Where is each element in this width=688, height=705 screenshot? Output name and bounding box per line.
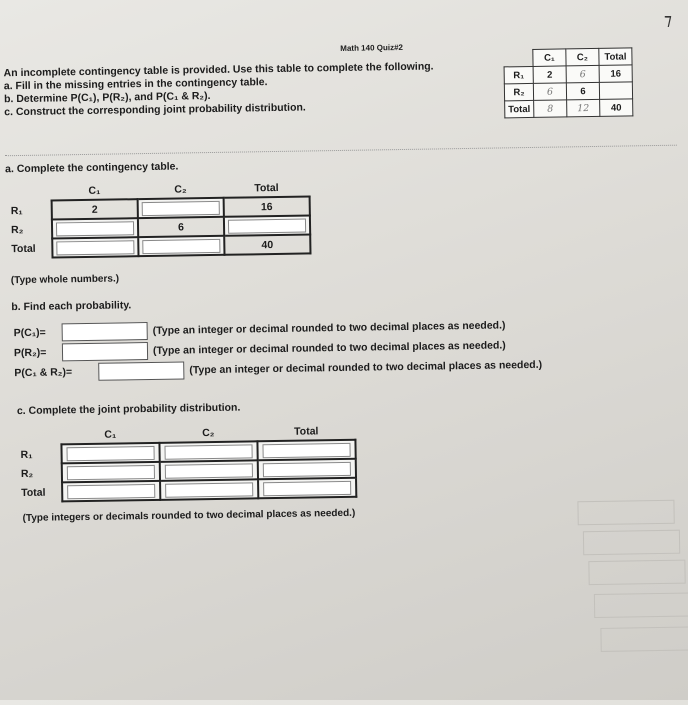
row-label-total: Total xyxy=(21,486,46,499)
col-header-c2: C₂ xyxy=(202,426,215,439)
cell-r1-c2-input[interactable] xyxy=(138,198,224,218)
prob-r2-input[interactable] xyxy=(62,342,148,361)
instruction-line: b. Determine P(C₁), P(R₂), and P(C₁ & R₂). xyxy=(3,90,211,106)
given-row-label: Total xyxy=(505,100,534,117)
given-header: Total xyxy=(599,48,632,66)
cell-total-c2-input[interactable] xyxy=(138,236,224,256)
given-row-label: R₂ xyxy=(504,83,533,100)
col-header-total: Total xyxy=(294,424,319,438)
handwritten-value: 6 xyxy=(579,68,586,80)
cell-grand-total: 40 xyxy=(224,234,310,254)
prob-hint: (Type an integer or decimal rounded to two decimal places as needed.) xyxy=(152,319,506,337)
row-label-r1: R₁ xyxy=(10,204,23,217)
show-through-box xyxy=(583,530,680,556)
part-c-heading: c. Complete the joint probability distribution. xyxy=(16,401,241,418)
show-through-box xyxy=(577,500,674,526)
instructions xyxy=(4,60,485,120)
show-through-box xyxy=(594,593,688,619)
instruction-line: An incomplete contingency table is provided. Use this table to complete the following. xyxy=(3,60,434,80)
part-b-heading: b. Find each probability. xyxy=(11,299,132,314)
prob-label: P(C₁)= xyxy=(13,326,46,340)
joint-r2-c1-input[interactable] xyxy=(62,462,160,483)
joint-r1-c2-input[interactable] xyxy=(159,441,257,462)
given-contingency-table xyxy=(503,47,633,118)
instruction-line: c. Construct the corresponding joint probability distribution. xyxy=(4,101,306,119)
prob-hint: (Type an integer or decimal rounded to two decimal places as needed.) xyxy=(189,358,543,377)
part-c-note: (Type integers or decimals rounded to two decimal places as needed.) xyxy=(22,507,356,525)
joint-total-c2-input[interactable] xyxy=(160,479,258,500)
handwritten-value: 6 xyxy=(546,86,554,98)
show-through-box xyxy=(588,560,685,586)
given-cell xyxy=(533,83,566,101)
col-header-c1: C₁ xyxy=(104,428,117,441)
part-b-items xyxy=(14,315,543,383)
col-header-c1: C₁ xyxy=(88,184,101,197)
given-cell: 40 xyxy=(600,99,633,117)
row-label-r2: R₂ xyxy=(10,223,24,236)
part-a-heading: a. Complete the contingency table. xyxy=(5,160,179,176)
joint-r2-c2-input[interactable] xyxy=(160,460,258,481)
prob-label: P(C₁ & R₂)= xyxy=(14,366,73,380)
handwritten-value: 8 xyxy=(547,103,554,115)
part-c-table xyxy=(19,422,357,503)
joint-grand-total-input[interactable] xyxy=(258,478,356,499)
given-cell xyxy=(534,100,567,118)
given-cell: 6 xyxy=(566,82,599,100)
cell-total-c1-input[interactable] xyxy=(52,237,138,257)
part-a-note: (Type whole numbers.) xyxy=(10,273,120,287)
given-header: C₁ xyxy=(533,49,566,67)
row-label-total: Total xyxy=(11,242,36,255)
cell-r2-total-input[interactable] xyxy=(224,215,310,235)
handwritten-value: 12 xyxy=(577,102,590,114)
page-mark-icon: ⁊ xyxy=(664,12,672,29)
cell-r1-c1: 2 xyxy=(52,199,138,219)
joint-r1-total-input[interactable] xyxy=(257,440,355,461)
prob-label: P(R₂)= xyxy=(13,346,47,360)
col-header-total: Total xyxy=(254,181,279,194)
prob-c1-and-r2-input[interactable] xyxy=(98,361,184,380)
given-cell: 2 xyxy=(533,66,566,84)
given-cell xyxy=(599,82,632,100)
prob-c1-input[interactable] xyxy=(62,322,148,341)
joint-total-c1-input[interactable] xyxy=(62,481,160,502)
given-row-label: R₁ xyxy=(504,66,533,83)
row-label-r1: R₁ xyxy=(20,448,33,461)
cell-r2-c1-input[interactable] xyxy=(52,218,138,238)
joint-r1-c1-input[interactable] xyxy=(61,443,159,464)
show-through-box xyxy=(600,626,688,652)
cell-r2-c2: 6 xyxy=(138,217,224,237)
col-header-c2: C₂ xyxy=(174,182,187,196)
divider xyxy=(5,145,677,157)
given-cell xyxy=(567,99,600,117)
given-cell xyxy=(566,65,599,83)
row-label-r2: R₂ xyxy=(20,467,34,480)
instruction-line: a. Fill in the missing entries in the contingency table. xyxy=(3,76,268,93)
prob-hint: (Type an integer or decimal rounded to two decimal places as needed.) xyxy=(152,339,506,357)
joint-r2-total-input[interactable] xyxy=(258,459,356,480)
given-header: C₂ xyxy=(566,48,599,66)
quiz-title: Math 140 Quiz#2 xyxy=(340,42,404,53)
cell-r1-total: 16 xyxy=(224,196,310,216)
part-a-table xyxy=(9,178,311,259)
given-cell: 16 xyxy=(599,65,632,83)
